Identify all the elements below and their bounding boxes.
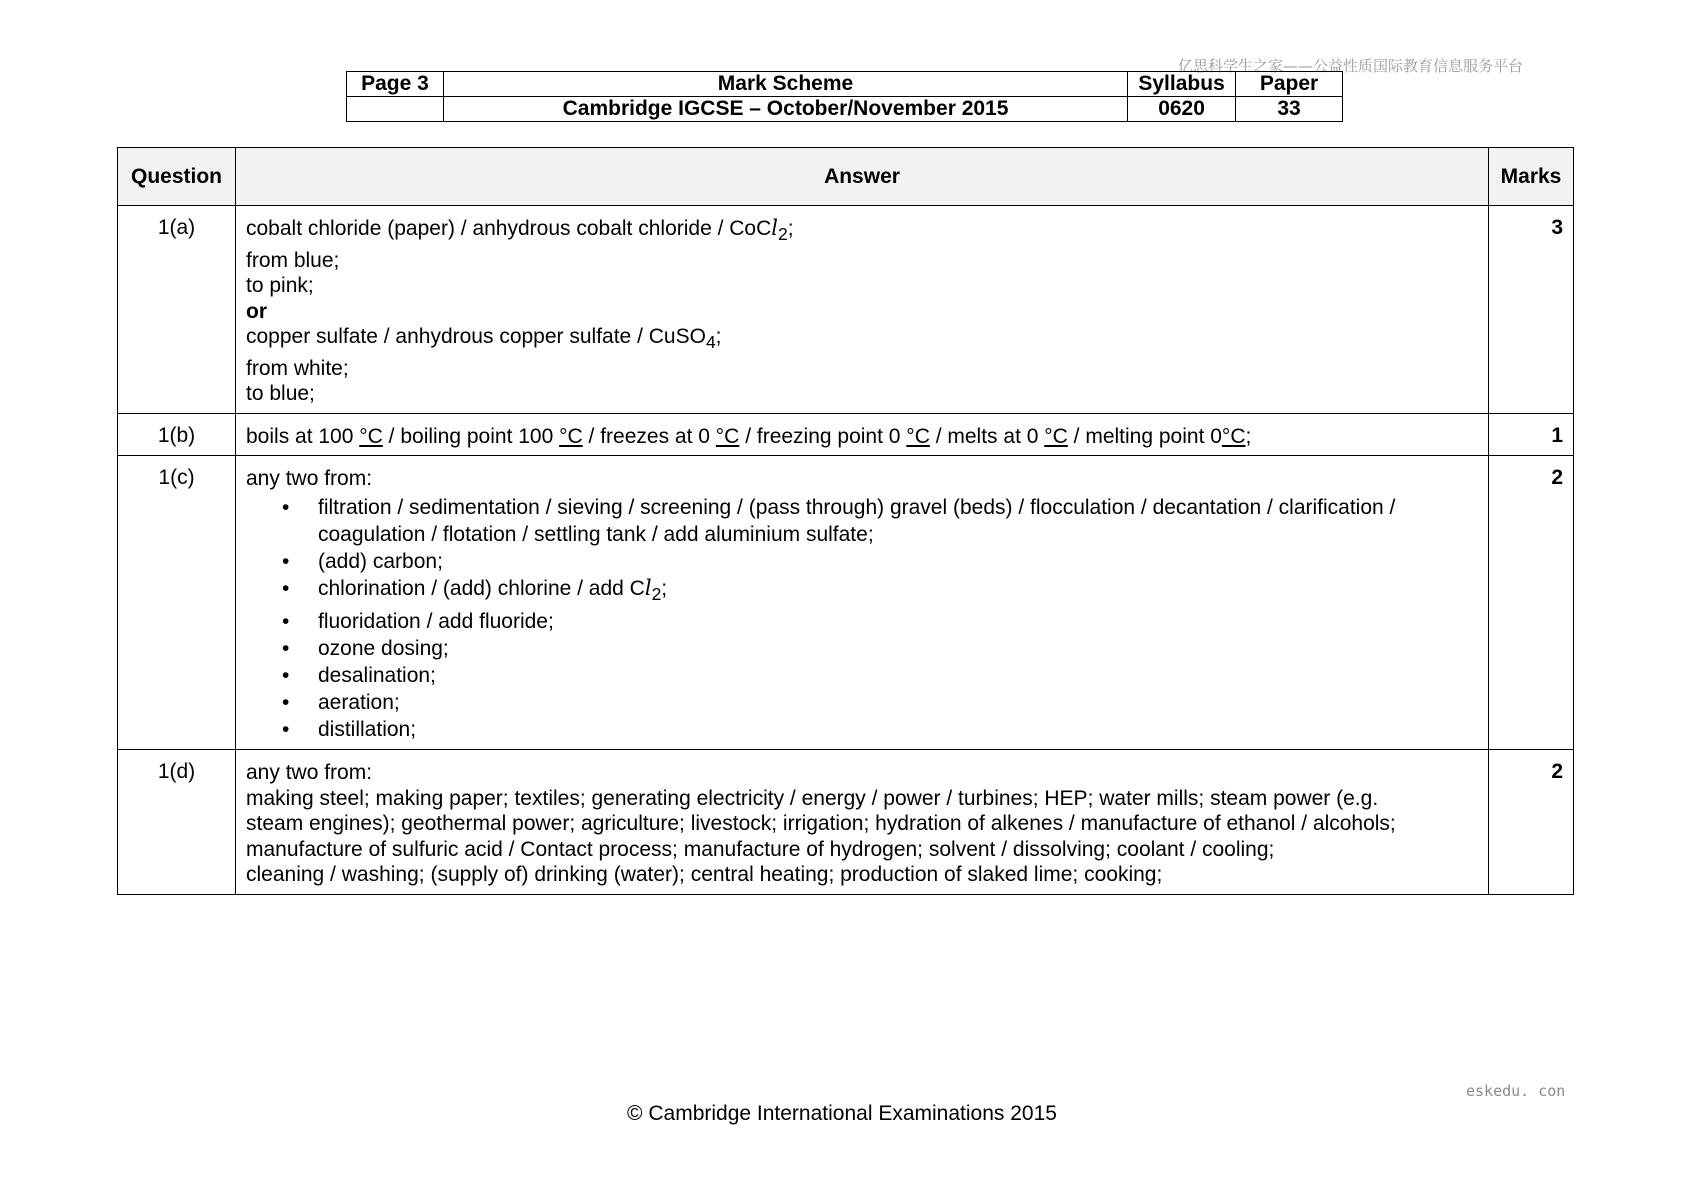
answer-line: steam engines); geothermal power; agriculture; livestock; irrigation; hydration of alkenes / manufacture of ethanol / alcohols; xyxy=(246,812,1396,836)
syllabus-code: 0620 xyxy=(1128,97,1236,122)
table-row xyxy=(118,206,1574,414)
answer-line: manufacture of sulfuric acid / Contact process; manufacture of hydrogen; solvent / dissolving; coolant / cooling; xyxy=(246,837,1275,861)
answer-intro: any two from: xyxy=(246,467,373,491)
list-item: • filtration / sedimentation / sieving / screening / (pass through) gravel (beds) / flocculation / decantation / clarification / coagulation / flotation / settling tank / add aluminium sulfate; xyxy=(318,494,1478,548)
mark-scheme-title: Mark Scheme xyxy=(443,72,1127,97)
marks-value: 2 xyxy=(1489,456,1574,750)
question-number: 1(d) xyxy=(118,750,236,895)
answer-line: making steel; making paper; textiles; generating electricity / energy / power / turbines; HEP; water mills; steam power (e.g. xyxy=(246,786,1379,810)
list-item: • distillation; xyxy=(318,716,1478,743)
answer-line: to pink; xyxy=(246,274,314,298)
header-table xyxy=(346,71,1343,122)
answer-cell xyxy=(236,456,1489,750)
table-row xyxy=(118,456,1574,750)
marks-value: 3 xyxy=(1489,206,1574,414)
col-marks-header: Marks xyxy=(1489,148,1574,206)
question-number: 1(b) xyxy=(118,413,236,456)
or-label: or xyxy=(246,299,267,323)
question-number: 1(a) xyxy=(118,206,236,414)
marks-value: 2 xyxy=(1489,750,1574,895)
answer-bullet-list xyxy=(246,494,1478,743)
page-number: Page 3 xyxy=(347,72,444,97)
answer-line: to blue; xyxy=(246,382,315,406)
question-number: 1(c) xyxy=(118,456,236,750)
exam-title: Cambridge IGCSE – October/November 2015 xyxy=(443,97,1127,122)
answer-cell xyxy=(236,206,1489,414)
answer-cell xyxy=(236,413,1489,456)
answer-line: boils at 100 °C / boiling point 100 °C / freezes at 0 °C / freezing point 0 °C / melts at 0 °C / melting point 0°C; xyxy=(246,424,1252,448)
answer-line: from blue; xyxy=(246,248,340,272)
answer-cell xyxy=(236,750,1489,895)
answer-intro: any two from: xyxy=(246,761,373,785)
watermark-top: 亿思科学生之家——公益性质国际教育信息服务平台 xyxy=(1178,57,1524,75)
answer-line: copper sulfate / anhydrous copper sulfate / CuSO$_4$; xyxy=(246,325,722,353)
header-empty-cell xyxy=(347,97,444,122)
syllabus-label: Syllabus xyxy=(1128,72,1236,97)
list-item: • desalination; xyxy=(318,662,1478,689)
col-answer-header: Answer xyxy=(236,148,1489,206)
list-item: • chlorination / (add) chlorine / add $Cl_2$; xyxy=(318,575,1478,608)
list-item: • ozone dosing; xyxy=(318,635,1478,662)
col-question-header: Question xyxy=(118,148,236,206)
answer-line: from white; xyxy=(246,356,349,380)
answer-line: cobalt chloride (paper) / anhydrous cobalt chloride / CoCl$_2$; xyxy=(246,216,794,245)
list-item: • fluoridation / add fluoride; xyxy=(318,608,1478,635)
copyright-footer: © Cambridge International Examinations 2015 xyxy=(627,1102,1057,1125)
watermark-bottom: eskedu. con xyxy=(1466,1082,1566,1100)
paper-label: Paper xyxy=(1236,72,1343,97)
marks-value: 1 xyxy=(1489,413,1574,456)
table-header-row xyxy=(118,148,1574,206)
mark-scheme-table xyxy=(117,147,1574,895)
table-row xyxy=(118,413,1574,456)
answer-line: cleaning / washing; (supply of) drinking (water); central heating; production of slaked lime; cooking; xyxy=(246,863,1163,887)
list-item: • (add) carbon; xyxy=(318,548,1478,575)
table-row xyxy=(118,750,1574,895)
paper-code: 33 xyxy=(1236,97,1343,122)
list-item: • aeration; xyxy=(318,689,1478,716)
